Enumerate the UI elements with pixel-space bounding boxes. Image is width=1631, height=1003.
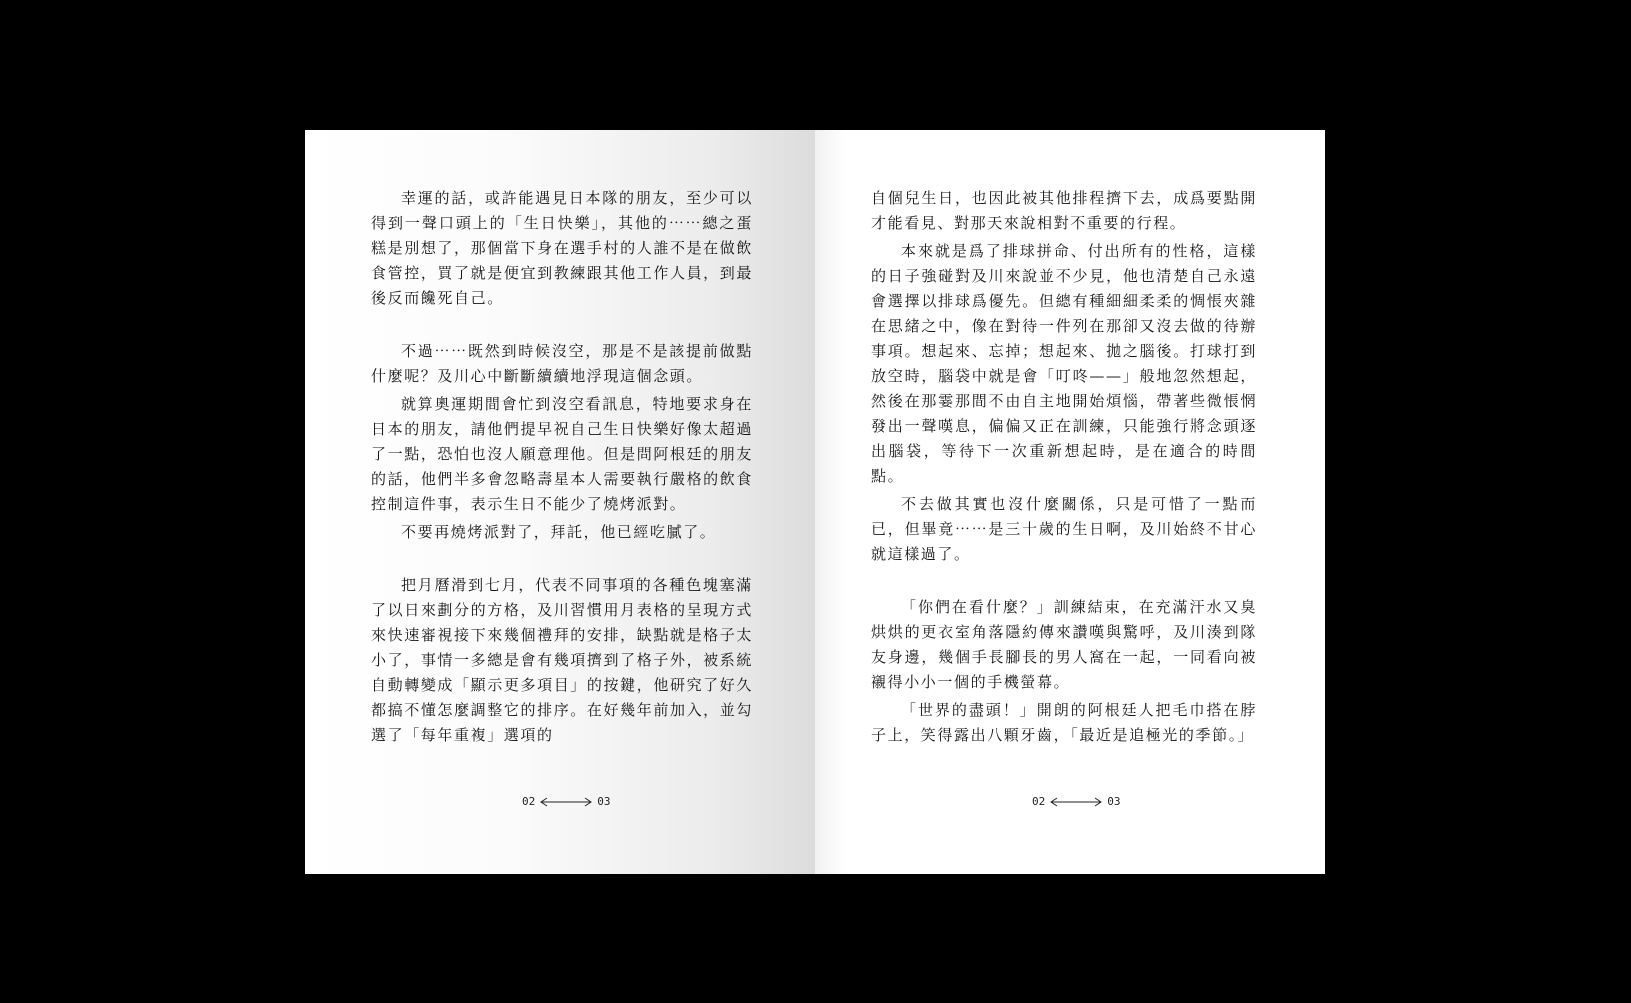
folio-right-number: 03 <box>1107 795 1121 808</box>
page-folio <box>1032 795 1121 808</box>
paragraph: 不要再燒烤派對了，拜託，他已經吃膩了。 <box>401 523 717 541</box>
paragraph: 「你們在看什麼？」訓練結束，在充滿汗水又臭烘烘的更衣室角落隱約傳來讚嘆與驚呼，及川湊到隊友身邊，幾個手長腳長的男人窩在一起，一同看向被襯得小小一個的手機螢幕。 <box>871 598 1257 691</box>
folio-left-number: 02 <box>522 795 536 808</box>
right-page-text <box>871 186 1257 751</box>
paragraph: 不過⋯⋯既然到時候沒空，那是不是該提前做點什麼呢？及川心中斷斷續續地浮現這個念頭。 <box>371 342 753 385</box>
page-folio <box>522 795 611 808</box>
paragraph: 本來就是爲了排球拼命、付出所有的性格，這樣的日子強碰對及川來說並不少見，他也清楚自己永遠會選擇以排球爲優先。但總有種細細柔柔的惆悵夾雜在思緒之中，像在對待一件列在那卻又沒去做的待辦事項。想起來、忘掉；想起來、拋之腦後。打球打到放空時，腦袋中就是會「叮咚——」般地忽然想起，然後在那霎那間不由自主地開始煩惱，帶著些微悵惘發出一聲嘆息，偏偏又正在訓練，只能強行將念頭逐出腦袋，等待下一次重新想起時，是在適合的時間點。 <box>871 242 1257 485</box>
folio-right-number: 03 <box>597 795 611 808</box>
double-arrow-icon <box>540 797 592 807</box>
paragraph: 「世界的盡頭！」開朗的阿根廷人把毛巾搭在脖子上，笑得露出八顆牙齒，「最近是追極光的季節。」 <box>871 701 1257 744</box>
paragraph: 就算奧運期間會忙到沒空看訊息，特地要求身在日本的朋友，請他們提早祝自己生日快樂好像太超過了一點，恐怕也沒人願意理他。但是問阿根廷的朋友的話，他們半多會忽略壽星本人需要執行嚴格的飲食控制這件事，表示生日不能少了燒烤派對。 <box>371 395 753 513</box>
double-arrow-icon <box>1050 797 1102 807</box>
paragraph: 把月曆滑到七月，代表不同事項的各種色塊塞滿了以日來劃分的方格，及川習慣用月表格的呈現方式來快速審視接下來幾個禮拜的安排，缺點就是格子太小了，事情一多總是會有幾項擠到了格子外，被系統自動轉變成「顯示更多項目」的按鍵，他研究了好久都搞不懂怎麼調整它的排序。在好幾年前加入，並勾選了「每年重複」選項的 <box>371 576 753 744</box>
left-page <box>305 130 815 874</box>
book-spread <box>305 130 1325 874</box>
paragraph: 自個兒生日，也因此被其他排程擠下去，成爲要點開才能看見、對那天來說相對不重要的行程。 <box>871 189 1257 232</box>
folio-left-number: 02 <box>1032 795 1046 808</box>
paragraph: 幸運的話，或許能遇見日本隊的朋友，至少可以得到一聲口頭上的「生日快樂」，其他的⋯⋯總之蛋糕是別想了，那個當下身在選手村的人誰不是在做飲食管控，買了就是便宜到教練跟其他工作人員，到最後反而饞死自己。 <box>371 189 753 307</box>
left-page-text <box>371 186 753 751</box>
right-page <box>815 130 1325 874</box>
paragraph: 不去做其實也沒什麼關係，只是可惜了一點而已，但畢竟⋯⋯是三十歲的生日啊，及川始終不甘心就這樣過了。 <box>871 495 1257 563</box>
